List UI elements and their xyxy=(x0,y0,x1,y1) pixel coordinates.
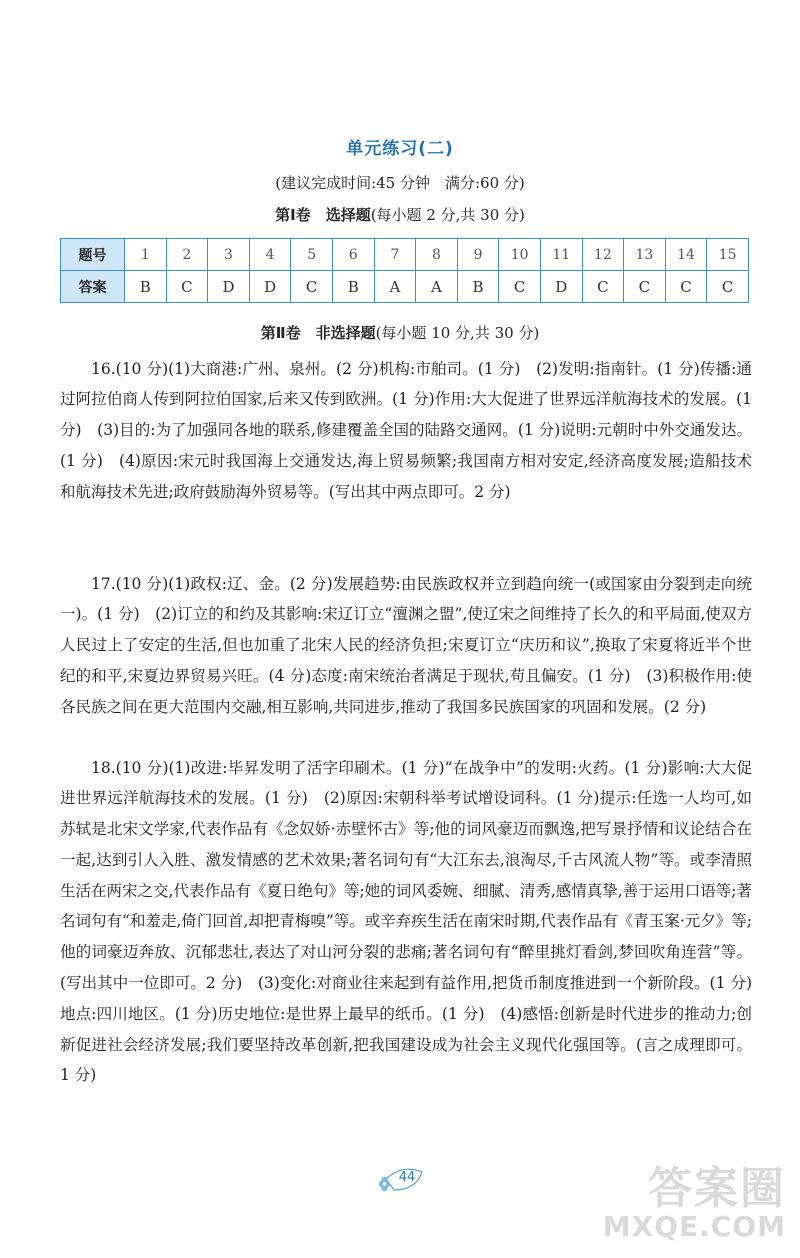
answer-cell: D xyxy=(208,271,250,303)
table-row-answers xyxy=(61,271,749,303)
watermark-text-small: MXQE.COM xyxy=(602,1210,786,1243)
answer-cell: C xyxy=(499,271,541,303)
answer-cell: C xyxy=(624,271,666,303)
question-number: 6 xyxy=(332,239,374,271)
answer-table xyxy=(60,238,749,303)
section-heading-part2 xyxy=(0,322,800,343)
page-title: 单元练习(二) xyxy=(346,139,454,159)
question-number: 7 xyxy=(374,239,416,271)
table-row-numbers xyxy=(61,239,749,271)
part1-note: (每小题 2 分,共 30 分) xyxy=(370,206,525,224)
answer-cell: C xyxy=(166,271,208,303)
answer-cell: C xyxy=(707,271,749,303)
answer-cell: B xyxy=(332,271,374,303)
answer-paragraph-17: 17.(10 分)(1)政权:辽、金。(2 分)发展趋势:由民族政权并立到趋向统一(或国家由分裂到走向统一)。(1 分) (2)订立的和约及其影响:宋辽订立“澶渊之盟”,使辽宋之间维持了长久的和平局面,使双方人民过上了安定的生活,但也加重了北宋人民的经济负担;宋夏订立“庆历和议”,换取了宋夏将近半个世纪的和平,宋夏边界贸易兴旺。(4 分)态度:南宋统治者满足于现状,苟且偏安。(1 分) (3)积极作用:使各民族之间在更大范围内交融,相互影响,共同进步,推动了我国多民族国家的巩固和发展。(2 分) xyxy=(60,574,752,716)
watermark-text-large: 答案圈 xyxy=(648,1163,786,1214)
answer-cell: C xyxy=(582,271,624,303)
answer-cell: B xyxy=(457,271,499,303)
watermark-logo xyxy=(596,1152,786,1250)
answer-cell: C xyxy=(291,271,333,303)
answer-cell: A xyxy=(416,271,458,303)
page-footer xyxy=(372,1162,428,1196)
section-heading-part1 xyxy=(0,204,800,225)
question-number: 15 xyxy=(707,239,749,271)
answer-cell: A xyxy=(374,271,416,303)
row-header-number: 题号 xyxy=(61,239,125,271)
part2-label: 第Ⅱ卷 非选择题 xyxy=(260,324,376,342)
question-number: 11 xyxy=(540,239,582,271)
question-number: 8 xyxy=(416,239,458,271)
question-number: 3 xyxy=(208,239,250,271)
page-subtitle: (建议完成时间:45 分钟 满分:60 分) xyxy=(275,174,525,192)
question-number: 1 xyxy=(125,239,167,271)
answer-paragraph-16: 16.(10 分)(1)大商港:广州、泉州。(2 分)机构:市舶司。(1 分) (2)发明:指南针。(1 分)传播:通过阿拉伯商人传到阿拉伯国家,后来又传到欧洲。(1 分)作用:大大促进了世界远洋航海技术的发展。(1 分) (3)目的:为了加强同各地的联系,修建覆盖全国的陆路交通网。(1 分)说明:元朝时中外交通发达。(1 分) (4)原因:宋元时我国海上交通发达,海上贸易频繁;我国南方相对安定,经济高度发展;造船技术和航海技术先进;政府鼓励海外贸易等。(写出其中两点即可。2 分) xyxy=(60,359,752,501)
question-number: 9 xyxy=(457,239,499,271)
question-number: 10 xyxy=(499,239,541,271)
question-number: 5 xyxy=(291,239,333,271)
answer-cell: D xyxy=(249,271,291,303)
answer-cell: B xyxy=(125,271,167,303)
part2-note: (每小题 10 分,共 30 分) xyxy=(375,324,540,342)
question-number: 14 xyxy=(665,239,707,271)
page-number: 44 xyxy=(398,1170,416,1185)
row-header-answer: 答案 xyxy=(61,271,125,303)
answer-paragraph-18: 18.(10 分)(1)改进:毕昇发明了活字印刷术。(1 分)“在战争中”的发明:火药。(1 分)影响:大大促进世界远洋航海技术的发展。(1 分) (2)原因:宋朝科举考试增设词科。(1 分)提示:任选一人均可,如苏轼是北宋文学家,代表作品有《念奴娇·赤壁怀古》等;他的词风豪迈而飘逸,把写景抒情和议论结合在一起,达到引人入胜、激发情感的艺术效果;著名词句有“大江东去,浪淘尽,千古风流人物”等。或李清照生活在两宋之交,代表作品有《夏日绝句》等;她的词风委婉、细腻、清秀,感情真挚,善于运用口语等;著名词句有“和羞走,倚门回首,却把青梅嗅”等。或辛弃疾生活在南宋时期,代表作品有《青玉案·元夕》等;他的词豪迈奔放、沉郁悲壮,表达了对山河分裂的悲痛;著名词句有“醉里挑灯看剑,梦回吹角连营”等。(写出其中一位即可。2 分) (3)变化:对商业往来起到有益作用,把货币制度推进到一个新阶段。(1 分)地点:四川地区。(1 分)历史地位:是世界上最早的纸币。(1 分) (4)感悟:创新是时代进步的推动力;创新促进社会经济发展;我们要坚持改革创新,把我国建设成为社会主义现代化强国等。(言之成理即可。1 分) xyxy=(60,758,752,1085)
part1-label: 第Ⅰ卷 选择题 xyxy=(275,206,371,224)
answer-cell: D xyxy=(540,271,582,303)
question-number: 4 xyxy=(249,239,291,271)
question-number: 12 xyxy=(582,239,624,271)
question-number: 13 xyxy=(624,239,666,271)
question-number: 2 xyxy=(166,239,208,271)
answer-cell: C xyxy=(665,271,707,303)
